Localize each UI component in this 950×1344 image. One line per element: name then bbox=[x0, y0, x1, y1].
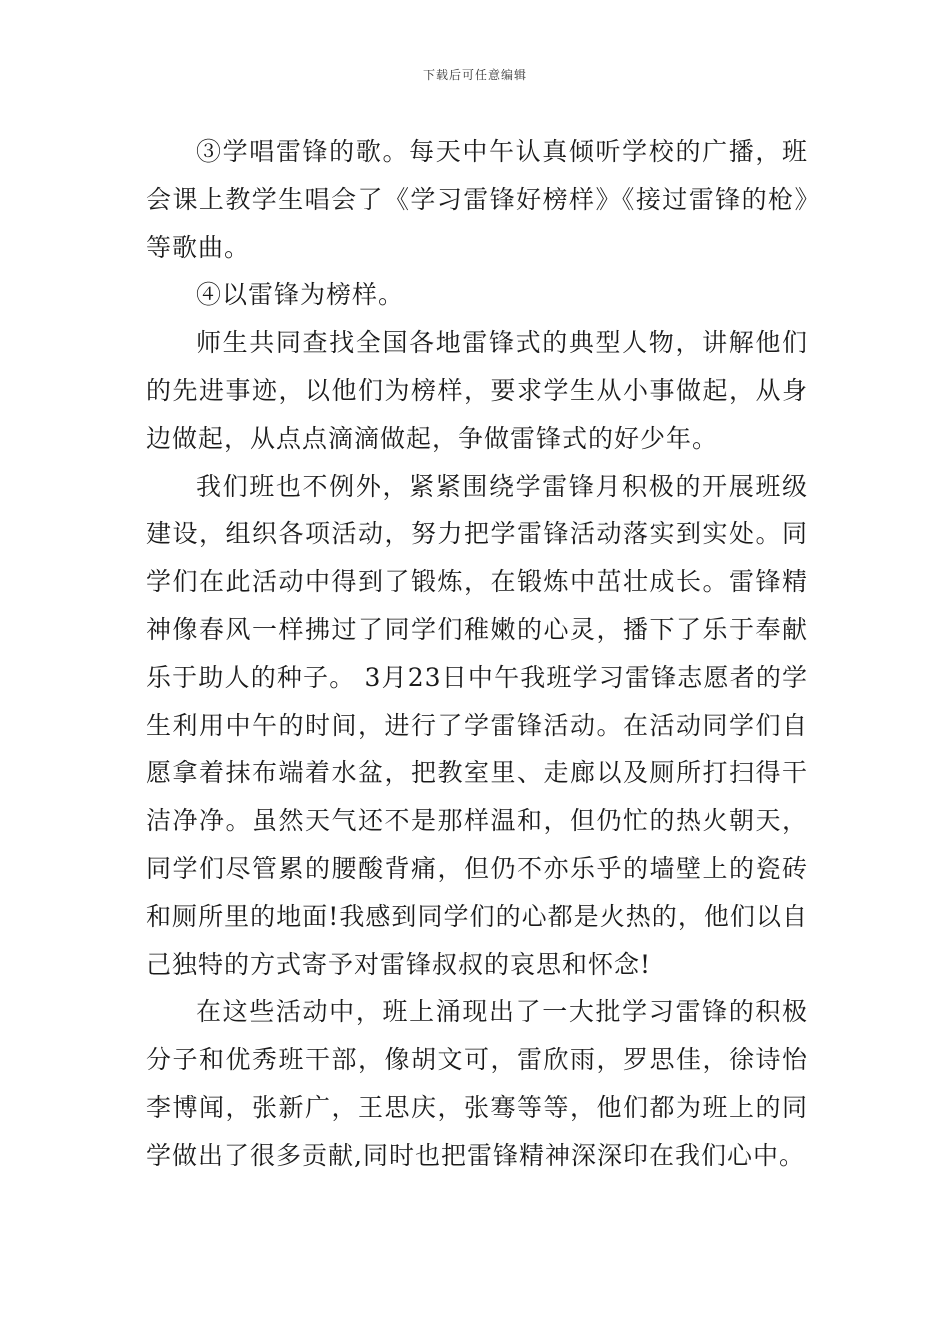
paragraph-outstanding-students: 在这些活动中，班上涌现出了一大批学习雷锋的积极分子和优秀班干部，像胡文可，雷欣雨，罗思佳，徐诗怡李博闻，张新广，王思庆，张骞等等，他们都为班上的同学做出了很多贡献,同时也把雷锋精神深深印在我们心中。 bbox=[146, 997, 808, 1170]
page-header: 下载后可任意编辑 bbox=[422, 68, 527, 82]
paragraph-role-model-heading: ④以雷锋为榜样。 bbox=[196, 280, 405, 310]
paragraph-sing-songs: ③学唱雷锋的歌。每天中午认真倾听学校的广播，班会课上教学生唱会了《学习雷锋好榜样》《接过雷锋的枪》等歌曲。 bbox=[146, 137, 808, 262]
paragraph-typical-figures: 师生共同查找全国各地雷锋式的典型人物，讲解他们的先进事迹，以他们为榜样，要求学生从小事做起，从身边做起，从点点滴滴做起，争做雷锋式的好少年。 bbox=[146, 328, 808, 453]
document-body bbox=[146, 128, 808, 1180]
paragraph-class-activities: 我们班也不例外，紧紧围绕学雷锋月积极的开展班级建设，组织各项活动，努力把学雷锋活动落实到实处。同学们在此活动中得到了锻炼，在锻炼中茁壮成长。雷锋精神像春风一样拂过了同学们稚嫩的心灵，播下了乐于奉献乐于助人的种子。 3月23日中午我班学习雷锋志愿者的学生利用中午的时间，进行了学雷锋活动。在活动同学们自愿拿着抹布端着水盆，把教室里、走廊以及厕所打扫得干洁净净。虽然天气还不是那样温和，但仍忙的热火朝天，同学们尽管累的腰酸背痛，但仍不亦乐乎的墙壁上的瓷砖和厕所里的地面!我感到同学们的心都是火热的，他们以自己独特的方式寄予对雷锋叔叔的哀思和怀念! bbox=[146, 471, 808, 979]
